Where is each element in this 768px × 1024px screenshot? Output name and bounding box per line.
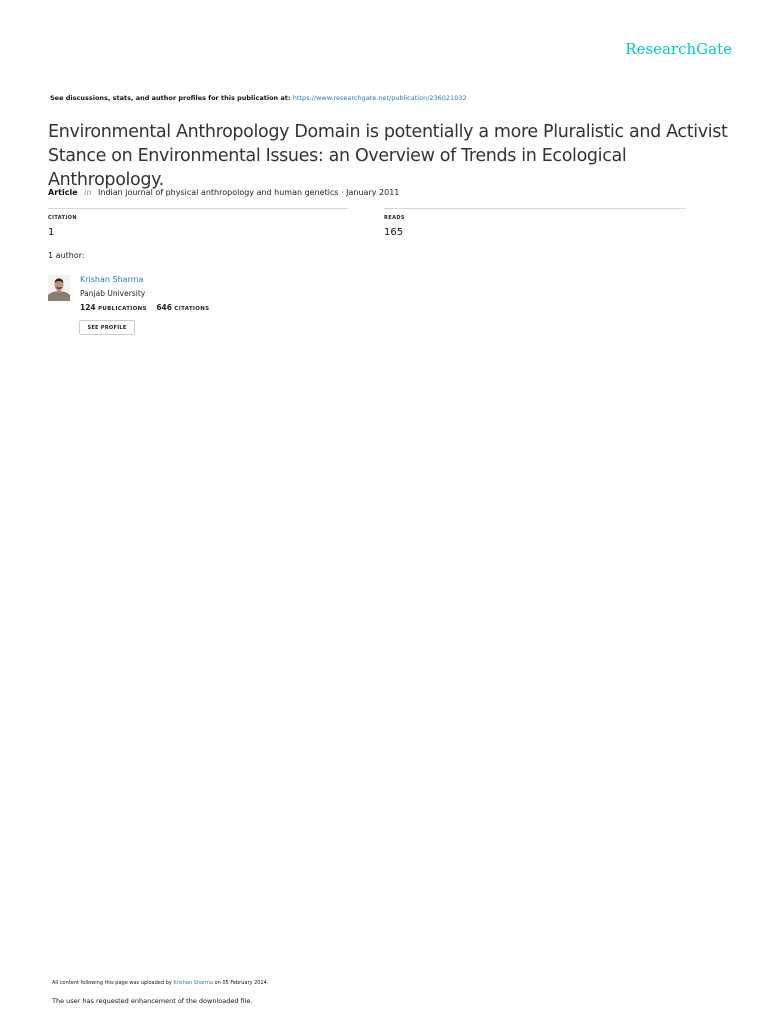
journal-line: Indian journal of physical anthropology and human genetics · January 2011 xyxy=(98,188,400,197)
discussion-prefix: See discussions, stats, and author profiles for this publication at: xyxy=(50,94,293,102)
citations-value: 1 xyxy=(48,227,55,238)
avatar-photo-icon xyxy=(48,275,70,301)
citations-label: CITATION xyxy=(48,215,77,221)
divider-left xyxy=(48,208,348,209)
upload-suffix: on 05 February 2014. xyxy=(212,980,269,986)
divider-right xyxy=(384,208,686,209)
author-citations-count: 646 xyxy=(156,303,172,312)
author-citations-label: CITATIONS xyxy=(174,306,210,312)
enhancement-note: The user has requested enhancement of the downloaded file. xyxy=(52,997,253,1005)
reads-label: READS xyxy=(384,215,405,221)
author-avatar[interactable] xyxy=(48,275,70,301)
see-profile-button[interactable]: SEE PROFILE xyxy=(79,320,135,335)
publication-meta xyxy=(48,188,399,197)
author-stats xyxy=(80,303,209,312)
publication-title: Environmental Anthropology Domain is potentially a more Pluralistic and Activist Stance on Environmental Issues: an Overview of Trends in Ecological Anthropology. xyxy=(48,122,728,190)
author-count: 1 author: xyxy=(48,251,85,260)
reads-value: 165 xyxy=(384,227,404,238)
discussion-line xyxy=(50,94,467,102)
author-institution: Panjab University xyxy=(80,289,146,298)
author-publications-label: PUBLICATIONS xyxy=(98,306,147,312)
uploader-link[interactable]: Krishan Sharma xyxy=(173,980,213,986)
upload-prefix: All content following this page was uploaded by xyxy=(52,980,174,986)
author-name-link[interactable]: Krishan Sharma xyxy=(80,275,144,284)
publication-url-link[interactable]: https://www.researchgate.net/publication/236021032 xyxy=(292,94,467,102)
publication-type: Article xyxy=(48,188,78,197)
in-label: in xyxy=(84,188,92,197)
researchgate-logo[interactable]: ResearchGate xyxy=(625,40,732,58)
upload-note xyxy=(52,980,268,986)
author-publications-count: 124 xyxy=(80,303,96,312)
